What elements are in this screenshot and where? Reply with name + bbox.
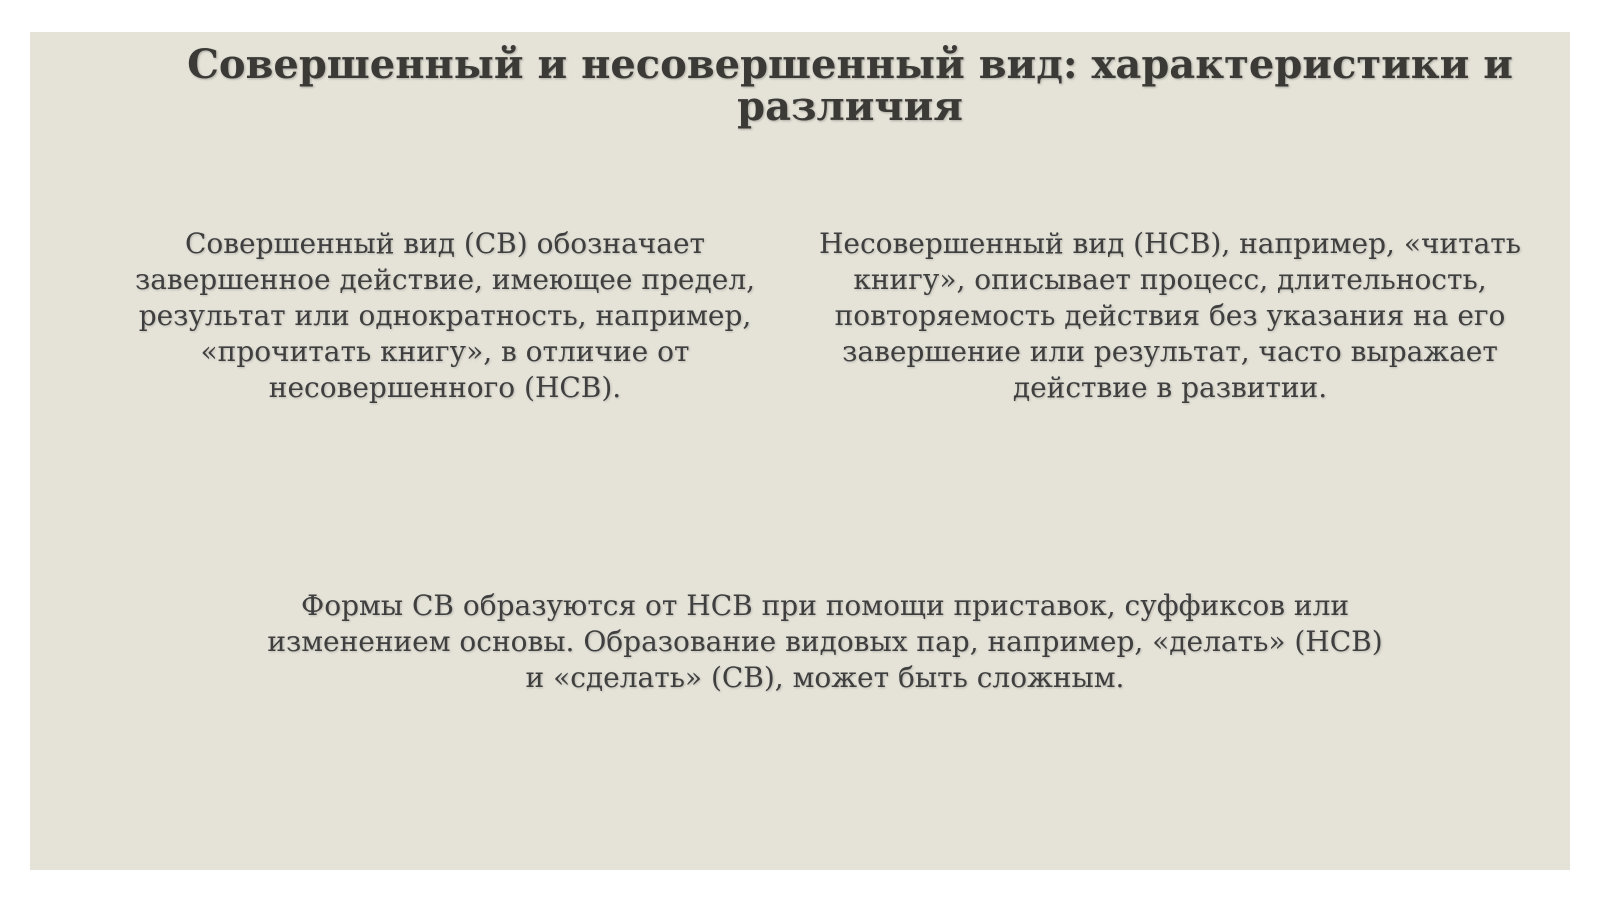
imperfective-aspect-paragraph: Несовершенный вид (НСВ), например, «читать книгу», описывает процесс, длительность, повторяемость действия без указания на его завершение или результат, часто выражает действие в развитии. xyxy=(818,227,1522,404)
aspect-formation-paragraph: Формы СВ образуются от НСВ при помощи приставок, суффиксов или изменением основы. Образование видовых пар, например, «делать» (НСВ) и «сделать» (СВ), может быть сложным. xyxy=(267,589,1383,694)
slide xyxy=(30,32,1570,870)
perfective-aspect-paragraph: Совершенный вид (СВ) обозначает завершенное действие, имеющее предел, результат или однократность, например, «прочитать книгу», в отличие от несовершенного (НСВ). xyxy=(134,227,756,404)
slide-title: Совершенный и несовершенный вид: характеристики и различия xyxy=(187,41,1513,130)
